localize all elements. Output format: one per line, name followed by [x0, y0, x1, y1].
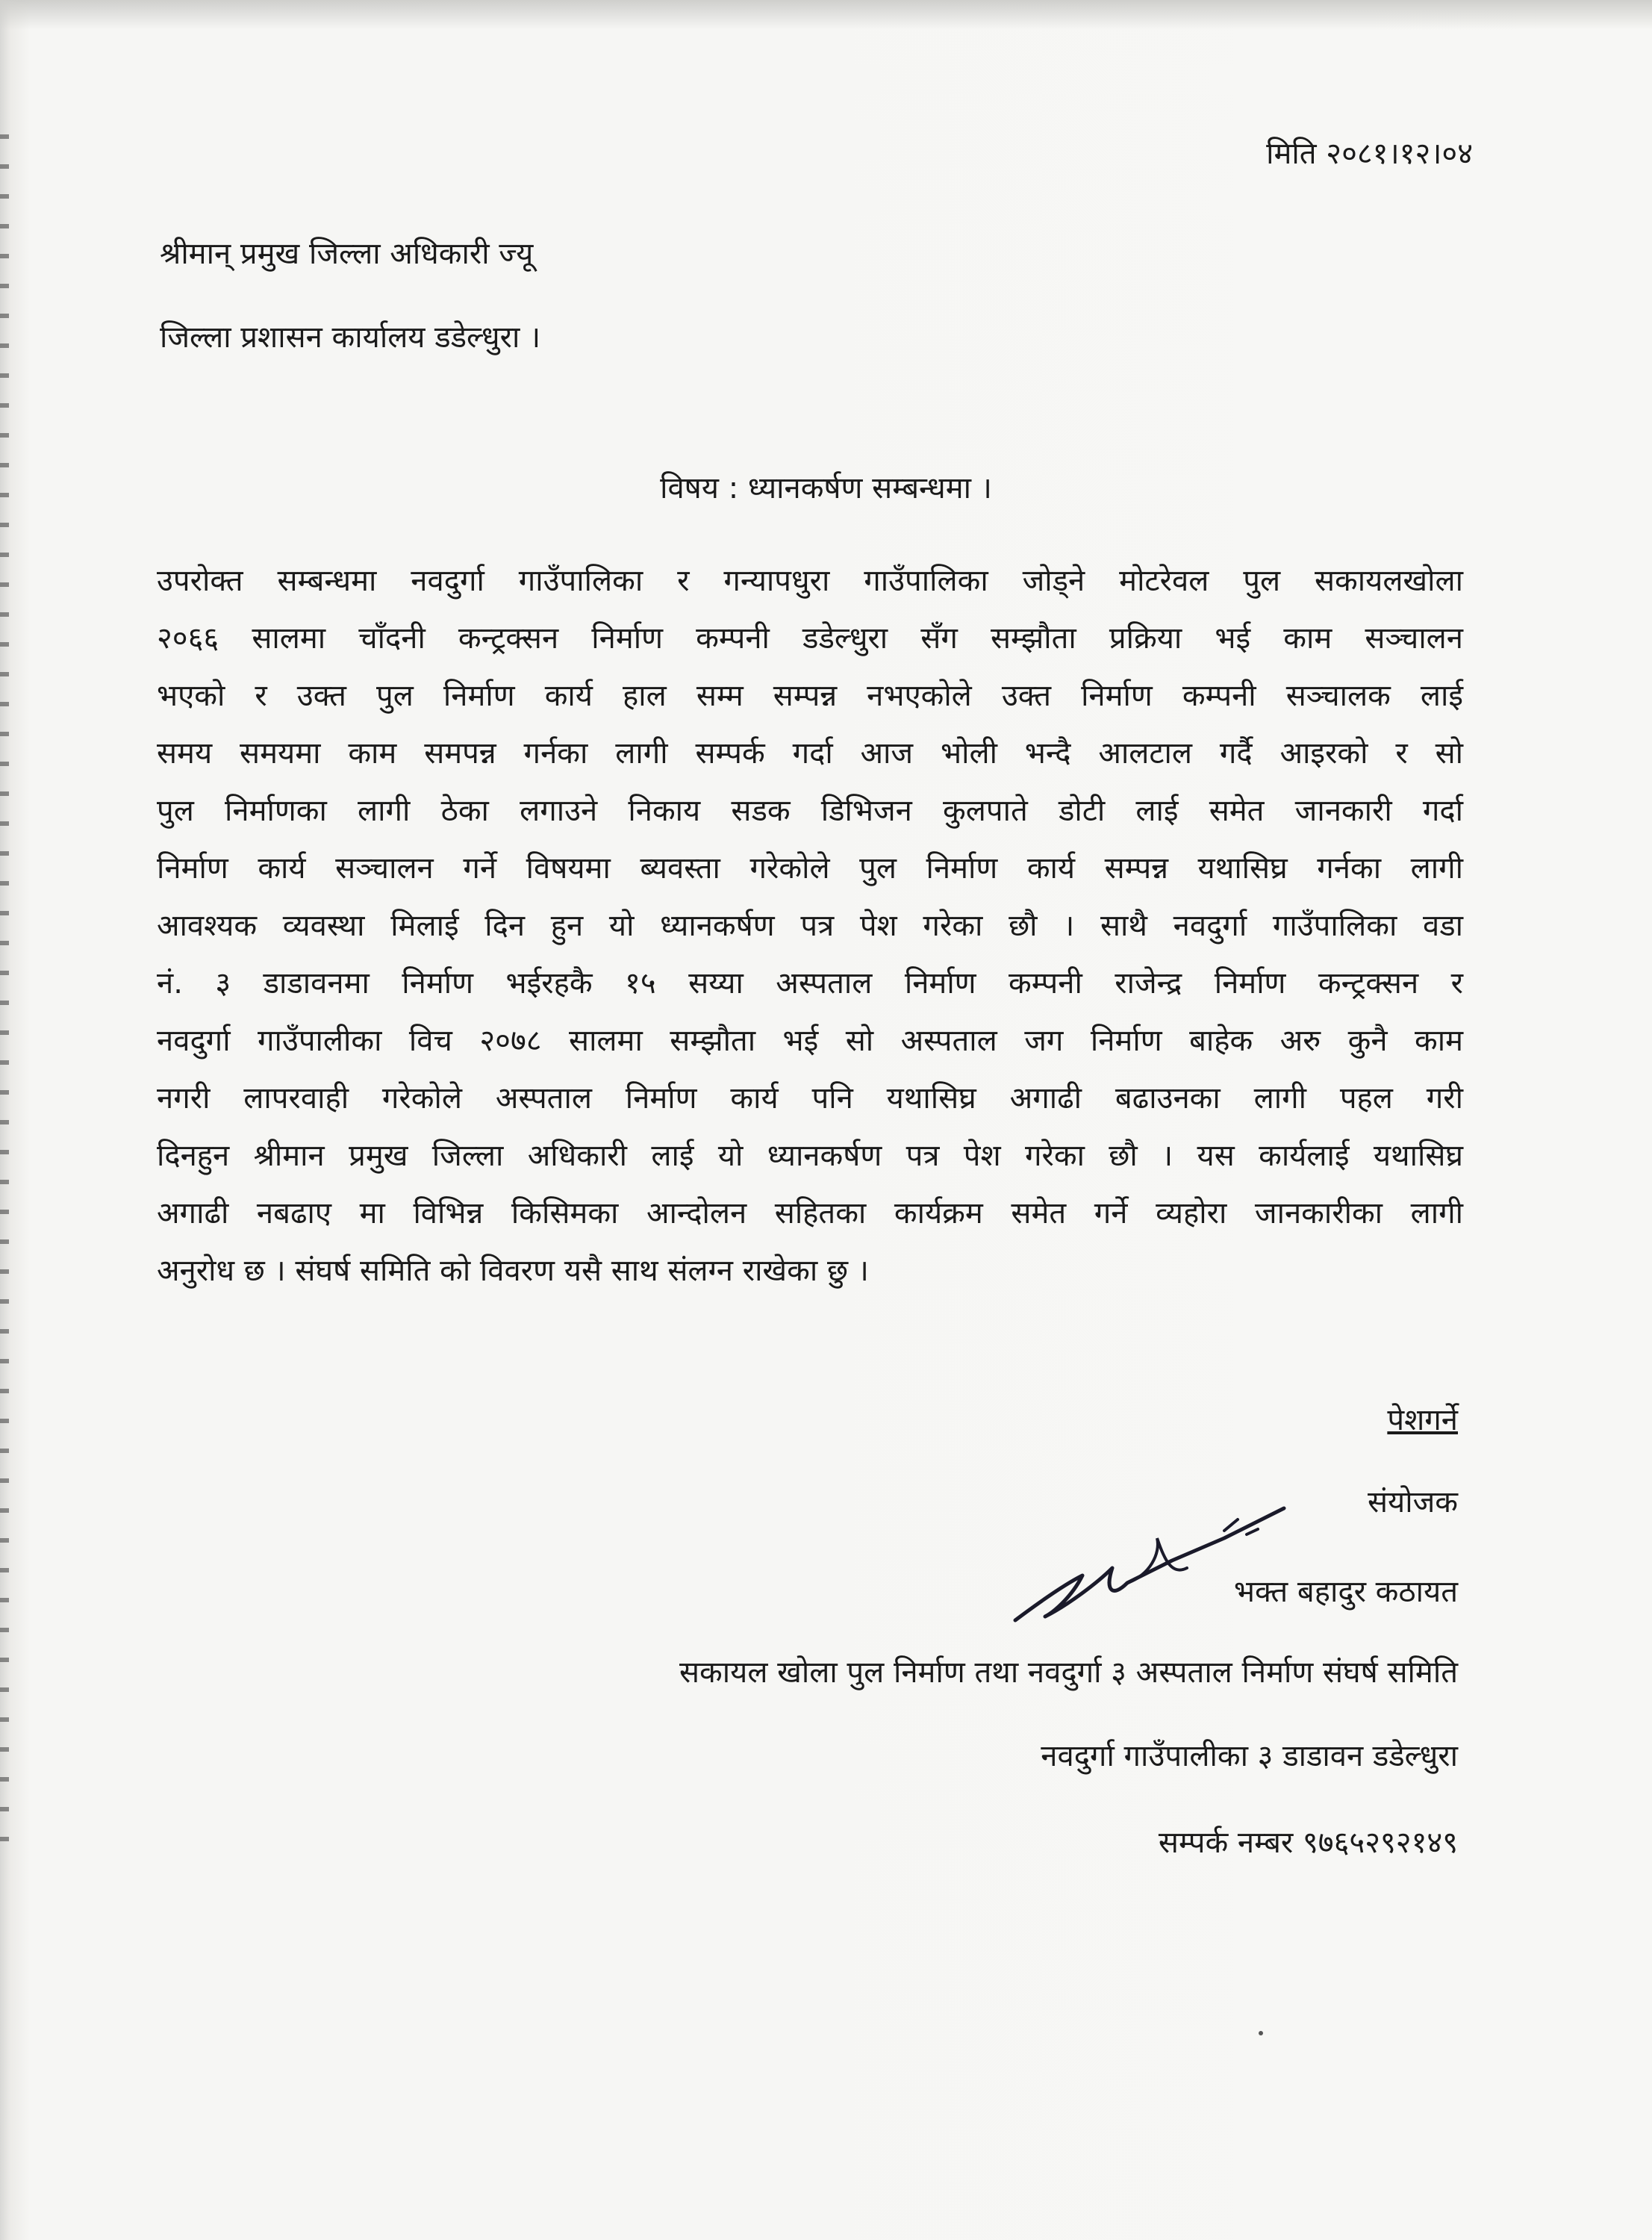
body-line: पुल निर्माणका लागी ठेका लगाउने निकाय सडक डिभिजन कुलपाते डोटी लाई समेत जानकारी गर्दा — [157, 794, 1463, 828]
presenter-label: पेशगर्ने — [1387, 1403, 1458, 1437]
letter-subject: विषय : ध्यानकर्षण सम्बन्धमा । — [660, 471, 992, 505]
recipient-title: श्रीमान् प्रमुख जिल्ला अधिकारी ज्यू — [160, 237, 534, 271]
scan-left-edge — [0, 134, 9, 1852]
letter-date: मिति २०८१।१२।०४ — [1266, 137, 1473, 171]
handwritten-signature — [1000, 1493, 1314, 1643]
body-line: नगरी लापरवाही गरेकोले अस्पताल निर्माण कार्य पनि यथासिघ्र अगाढी बढाउनका लागी पहल गरी — [157, 1081, 1463, 1116]
body-line: नं. ३ डाडावनमा निर्माण भईरहकै १५ सय्या अस्पताल निर्माण कम्पनी राजेन्द्र निर्माण कन्ट्रक्सन र — [157, 966, 1463, 1001]
scan-speck — [1259, 2031, 1263, 2035]
body-line: निर्माण कार्य सञ्चालन गर्ने विषयमा ब्यवस्ता गरेकोले पुल निर्माण कार्य सम्पन्न यथासिघ्र गर्नका लागी — [157, 851, 1463, 886]
body-line: २०६६ सालमा चाँदनी कन्ट्रक्सन निर्माण कम्पनी डडेल्धुरा सँग सम्झौता प्रक्रिया भई काम सञ्चालन — [157, 621, 1463, 656]
contact-number: सम्पर्क नम्बर ९७६५२९२१४९ — [1158, 1826, 1458, 1860]
letter-body — [157, 553, 1463, 1300]
recipient-office: जिल्ला प्रशासन कार्यालय डडेल्धुरा । — [160, 320, 541, 355]
signer-name: भक्त बहादुर कठायत — [1233, 1575, 1458, 1609]
signer-role: संयोजक — [1368, 1485, 1458, 1519]
committee-address: नवदुर्गा गाउँपालीका ३ डाडावन डडेल्धुरा — [1041, 1739, 1458, 1773]
body-line: आवश्यक व्यवस्था मिलाई दिन हुन यो ध्यानकर्षण पत्र पेश गरेका छौ । साथै नवदुर्गा गाउँपालिका वडा — [157, 909, 1463, 943]
body-line: अनुरोध छ । संघर्ष समिति को विवरण यसै साथ संलग्न राखेका छु । — [157, 1254, 869, 1288]
body-line: दिनहुन श्रीमान प्रमुख जिल्ला अधिकारी लाई यो ध्यानकर्षण पत्र पेश गरेका छौ । यस कार्यलाई यथासिघ्र — [157, 1139, 1463, 1173]
body-line: भएको र उक्त पुल निर्माण कार्य हाल सम्म सम्पन्न नभएकोले उक्त निर्माण कम्पनी सञ्चालक लाई — [157, 679, 1463, 713]
body-line: नवदुर्गा गाउँपालीका विच २०७८ सालमा सम्झौता भई सो अस्पताल जग निर्माण बाहेक अरु कुनै काम — [157, 1024, 1463, 1058]
body-line: अगाढी नबढाए मा विभिन्न किसिमका आन्दोलन सहितका कार्यक्रम समेत गर्ने व्यहोरा जानकारीका लागी — [157, 1196, 1463, 1231]
scan-top-shadow — [0, 0, 1652, 30]
committee-name: सकायल खोला पुल निर्माण तथा नवदुर्गा ३ अस्पताल निर्माण संघर्ष समिति — [679, 1655, 1458, 1690]
body-line: समय समयमा काम समपन्न गर्नका लागी सम्पर्क गर्दा आज भोली भन्दै आलटाल गर्दै आइरको र सो — [157, 736, 1463, 771]
body-line: उपरोक्त सम्बन्धमा नवदुर्गा गाउँपालिका र गन्यापधुरा गाउँपालिका जोड्ने मोटरेवल पुल सकायलखोला — [157, 564, 1463, 598]
